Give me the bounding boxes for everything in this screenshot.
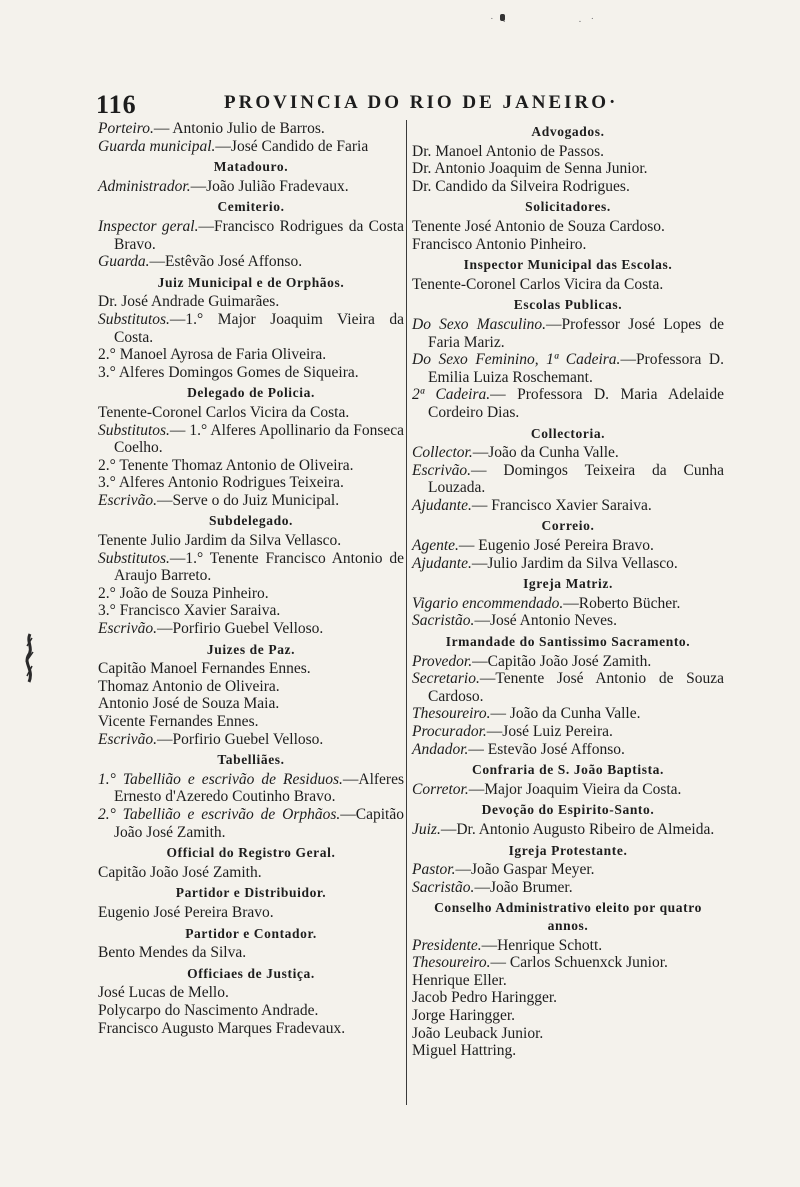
entry-text: 2.° Manoel Ayrosa de Faria Oliveira. — [98, 346, 327, 364]
entry-role-label: Pastor. — [412, 861, 456, 879]
entry-text: —Alferes Ernesto d'Azeredo Coutinho Bravo. — [114, 770, 404, 806]
directory-entry — [98, 806, 404, 841]
entry-role-label: Do Sexo Masculino. — [412, 315, 547, 333]
entry-text: —Major Joaquim Vieira da Costa. — [468, 780, 682, 798]
entry-text: —Roberto Bücher. — [563, 594, 681, 612]
directory-entry — [98, 178, 404, 196]
entry-text: —Porfirio Guebel Velloso. — [156, 620, 324, 638]
directory-entry — [98, 138, 404, 156]
entry-text: Thomaz Antonio de Oliveira. — [98, 677, 280, 695]
entry-text: Francisco Augusto Marques Fradevaux. — [98, 1019, 346, 1037]
entry-text: —José Antonio Neves. — [474, 612, 617, 630]
entry-role-label: Sacristão. — [412, 612, 475, 630]
entry-text: —João da Cunha Valle. — [472, 444, 619, 462]
entry-role-label: Escrivão. — [98, 491, 157, 509]
directory-entry — [98, 904, 404, 922]
directory-entry — [412, 879, 724, 897]
entry-text: Tenente Julio Jardim da Silva Vellasco. — [98, 532, 342, 550]
entry-role-label: Agente. — [412, 537, 459, 555]
entry-text: —Capitão João José Zamith. — [472, 652, 652, 670]
section-heading: Matadouro. — [213, 159, 289, 175]
entry-text: Jorge Haringger. — [412, 1006, 516, 1024]
directory-entry — [412, 954, 724, 972]
section-heading: Igreja Protestante. — [508, 842, 628, 858]
entry-text: Francisco Antonio Pinheiro. — [412, 235, 587, 253]
directory-entry — [412, 444, 724, 462]
entry-role-label: Presidente. — [412, 936, 482, 954]
directory-entry — [412, 178, 724, 196]
entry-role-label: Vigario encommendado. — [412, 594, 564, 612]
directory-entry — [98, 1002, 404, 1020]
entry-text: — Francisco Xavier Saraiva. — [471, 496, 652, 514]
directory-entry — [98, 695, 404, 713]
entry-role-label: Guarda municipal. — [98, 137, 216, 155]
directory-entry — [412, 653, 724, 671]
entry-role-label: Escrivão. — [412, 461, 471, 479]
directory-entry — [98, 713, 404, 731]
directory-entry — [412, 316, 724, 351]
entry-text: Dr. Candido da Silveira Rodrigues. — [412, 177, 630, 195]
directory-entry — [98, 660, 404, 678]
section-heading: Correio. — [541, 518, 595, 534]
directory-entry — [98, 944, 404, 962]
entry-text: Capitão Manoel Fernandes Ennes. — [98, 660, 311, 678]
entry-text: Dr. Antonio Joaquim de Senna Junior. — [412, 160, 648, 178]
entry-text: —Francisco Rodrigues da Costa Bravo. — [114, 217, 404, 253]
entry-role-label: Corretor. — [412, 780, 469, 798]
entry-text: José Lucas de Mello. — [98, 984, 229, 1002]
entry-role-label: 1.° Tabellião e escrivão de Residuos. — [98, 770, 343, 788]
section-heading: Juiz Municipal e de Orphãos. — [157, 274, 345, 290]
directory-entry — [98, 771, 404, 806]
directory-entry — [98, 602, 404, 620]
entry-role-label: Ajudante. — [412, 554, 472, 572]
entry-text: — Domingos Teixeira da Cunha Louzada. — [428, 461, 724, 497]
section-heading: Official do Registro Geral. — [166, 845, 336, 861]
directory-entry — [412, 1007, 724, 1025]
directory-entry — [412, 989, 724, 1007]
directory-entry — [412, 218, 724, 236]
entry-text: —João Julião Fradevaux. — [190, 177, 349, 195]
entry-text: Tenente-Coronel Carlos Vicira da Costa. — [98, 403, 350, 421]
entry-text: Tenente-Coronel Carlos Vicira da Costa. — [412, 275, 664, 293]
entry-text: —1.° Major Joaquim Vieira da Costa. — [114, 310, 404, 346]
entry-text: 2.° João de Souza Pinheiro. — [98, 584, 269, 602]
directory-entry — [412, 236, 724, 254]
directory-entry — [412, 143, 724, 161]
entry-text: —Henrique Schott. — [481, 936, 603, 954]
entry-text: —José Candido de Faria — [215, 137, 369, 155]
directory-entry — [98, 120, 404, 138]
directory-entry — [98, 984, 404, 1002]
section-heading: Confraria de S. João Baptista. — [471, 762, 664, 778]
page-header — [96, 90, 736, 119]
margin-mark — [22, 632, 38, 684]
entry-role-label: Porteiro. — [98, 120, 154, 137]
entry-text: Capitão João José Zamith. — [98, 863, 262, 881]
entry-text: 2.° Tenente Thomaz Antonio de Oliveira. — [98, 456, 354, 474]
directory-entry — [98, 474, 404, 492]
directory-entry — [412, 555, 724, 573]
directory-entry — [412, 1025, 724, 1043]
entry-text: — Carlos Schuenxck Junior. — [490, 954, 668, 972]
entry-text: Polycarpo do Nascimento Andrade. — [98, 1001, 319, 1019]
directory-entry — [412, 351, 724, 386]
entry-role-label: Administrador. — [98, 177, 191, 195]
section-heading: Collectoria. — [530, 425, 606, 441]
entry-text: —Estêvão José Affonso. — [149, 253, 303, 271]
entry-text: Henrique Eller. — [412, 971, 507, 989]
section-heading: Escolas Publicas. — [513, 297, 623, 313]
directory-entry — [412, 821, 724, 839]
entry-role-label: Substitutos. — [98, 549, 170, 567]
directory-entry — [98, 311, 404, 346]
directory-entry — [98, 678, 404, 696]
entry-text: — Estevão José Affonso. — [468, 740, 625, 758]
entry-text: 3.° Francisco Xavier Saraiva. — [98, 602, 281, 620]
ink-specks: ˙ · · ˙ — [490, 16, 598, 28]
section-heading: Juizes de Paz. — [206, 641, 296, 657]
entry-text: —Dr. Antonio Augusto Ribeiro de Almeida. — [440, 820, 715, 838]
section-heading: Igreja Matriz. — [523, 576, 613, 592]
entry-role-label: Escrivão. — [98, 620, 157, 638]
entry-role-label: Provedor. — [412, 652, 473, 670]
section-heading: Officiaes de Justiça. — [187, 965, 315, 981]
page-title: PROVINCIA DO RIO DE JANEIRO· — [224, 92, 619, 113]
section-heading: Delegado de Policia. — [187, 385, 315, 401]
entry-text: —Professor José Lopes de Faria Mariz. — [428, 315, 724, 351]
left-column — [98, 120, 404, 1037]
entry-text: —José Luiz Pereira. — [486, 723, 613, 740]
entry-text: Tenente José Antonio de Souza Cardoso. — [412, 217, 665, 235]
entry-role-label: Secretario. — [412, 670, 480, 688]
directory-entry — [98, 585, 404, 603]
page-number: 116 — [96, 90, 137, 119]
entry-role-label: 2ª Cadeira. — [412, 386, 491, 404]
entry-text: —João Gaspar Meyer. — [455, 861, 595, 879]
entry-text: Dr. Manoel Antonio de Passos. — [412, 142, 605, 160]
directory-entry — [98, 457, 404, 475]
directory-entry — [98, 253, 404, 271]
entry-text: Antonio José de Souza Maia. — [98, 695, 280, 713]
entry-role-label: Sacristão. — [412, 878, 475, 896]
entry-text: Bento Mendes da Silva. — [98, 944, 247, 962]
entry-text: Dr. José Andrade Guimarães. — [98, 293, 280, 311]
directory-entry — [98, 218, 404, 253]
entry-text: —Julio Jardim da Silva Vellasco. — [471, 554, 678, 572]
section-heading: Inspector Municipal das Escolas. — [463, 257, 673, 273]
entry-role-label: Ajudante. — [412, 496, 472, 514]
directory-entry — [98, 1020, 404, 1038]
directory-entry — [98, 346, 404, 364]
entry-role-label: Inspector geral. — [98, 217, 199, 235]
entry-text: —Tenente José Antonio de Souza Cardoso. — [428, 670, 724, 705]
directory-entry — [98, 492, 404, 510]
directory-entry — [412, 781, 724, 799]
directory-entry — [98, 731, 404, 749]
entry-text: —Porfirio Guebel Velloso. — [156, 730, 324, 748]
section-heading: Tabelliães. — [217, 752, 285, 768]
entry-text: —Capitão João José Zamith. — [114, 805, 404, 841]
directory-entry — [412, 276, 724, 294]
entry-role-label: Juiz. — [412, 820, 441, 838]
entry-role-label: Collector. — [412, 444, 473, 462]
directory-entry — [98, 550, 404, 585]
entry-text: — João da Cunha Valle. — [490, 705, 641, 723]
entry-text: Eugenio José Pereira Bravo. — [98, 903, 274, 921]
directory-entry — [412, 462, 724, 497]
entry-role-label: Escrivão. — [98, 730, 157, 748]
section-heading: Irmandade do Santissimo Sacramento. — [445, 634, 691, 650]
directory-entry — [412, 612, 724, 630]
directory-entry — [412, 705, 724, 723]
directory-entry — [412, 537, 724, 555]
directory-entry — [412, 861, 724, 879]
directory-entry — [98, 864, 404, 882]
entry-role-label: Substitutos. — [98, 421, 170, 439]
entry-role-label: Thesoureiro. — [412, 954, 491, 972]
entry-text: —João Brumer. — [474, 878, 573, 896]
directory-entry — [98, 364, 404, 382]
entry-text: —1.° Tenente Francisco Antonio de Araujo Barreto. — [114, 549, 404, 585]
section-heading: Partidor e Contador. — [185, 925, 317, 941]
entry-text: — 1.° Alferes Apollinario da Fonseca Coelho. — [114, 421, 404, 457]
directory-entry — [412, 595, 724, 613]
section-heading: Advogados. — [531, 124, 605, 139]
entry-role-label: Procurador. — [412, 723, 487, 740]
section-heading: Cemiterio. — [217, 199, 285, 215]
directory-entry — [412, 972, 724, 990]
entry-text: Jacob Pedro Haringger. — [412, 989, 558, 1007]
entry-text: 3.° Alferes Antonio Rodrigues Teixeira. — [98, 474, 344, 492]
section-heading: Subdelegado. — [208, 513, 294, 529]
directory-entry — [412, 741, 724, 759]
directory-entry — [412, 497, 724, 515]
entry-role-label: 2.° Tabellião e escrivão de Orphãos. — [98, 805, 341, 823]
directory-entry — [412, 1042, 724, 1060]
section-heading: Partidor e Distribuidor. — [175, 885, 327, 901]
entry-text: Miguel Hattring. — [412, 1042, 517, 1060]
directory-entry — [98, 422, 404, 457]
entry-text: — Antonio Julio de Barros. — [153, 120, 325, 137]
entry-text: — Eugenio José Pereira Bravo. — [458, 537, 654, 555]
entry-role-label: Do Sexo Feminino, 1ª Cadeira. — [412, 351, 621, 369]
entry-text: João Leuback Junior. — [412, 1024, 544, 1042]
entry-text: —Professora D. Emilia Luiza Roschemant. — [428, 351, 724, 386]
entry-text: —Serve o do Juiz Municipal. — [156, 491, 340, 509]
directory-entry — [98, 620, 404, 638]
entry-role-label: Thesoureiro. — [412, 705, 491, 723]
entry-role-label: Substitutos. — [98, 310, 170, 328]
right-column — [412, 120, 724, 1060]
directory-entry — [412, 670, 724, 705]
entry-text: Vicente Fernandes Ennes. — [98, 713, 259, 730]
directory-entry — [98, 293, 404, 311]
entry-role-label: Guarda. — [98, 253, 150, 271]
directory-entry — [98, 532, 404, 550]
column-divider — [406, 120, 407, 1105]
directory-entry — [98, 404, 404, 422]
directory-entry — [412, 160, 724, 178]
directory-entry — [412, 723, 724, 741]
section-heading: Devoção do Espirito-Santo. — [481, 802, 655, 818]
entry-text: 3.° Alferes Domingos Gomes de Siqueira. — [98, 363, 359, 381]
directory-entry — [412, 386, 724, 421]
entry-role-label: Andador. — [412, 740, 469, 758]
entry-text: — Professora D. Maria Adelaide Cordeiro Dias. — [428, 386, 724, 421]
section-heading: Conselho Administrativo eleito por quatro annos. — [434, 900, 702, 933]
directory-entry — [412, 937, 724, 955]
section-heading: Solicitadores. — [525, 199, 611, 215]
